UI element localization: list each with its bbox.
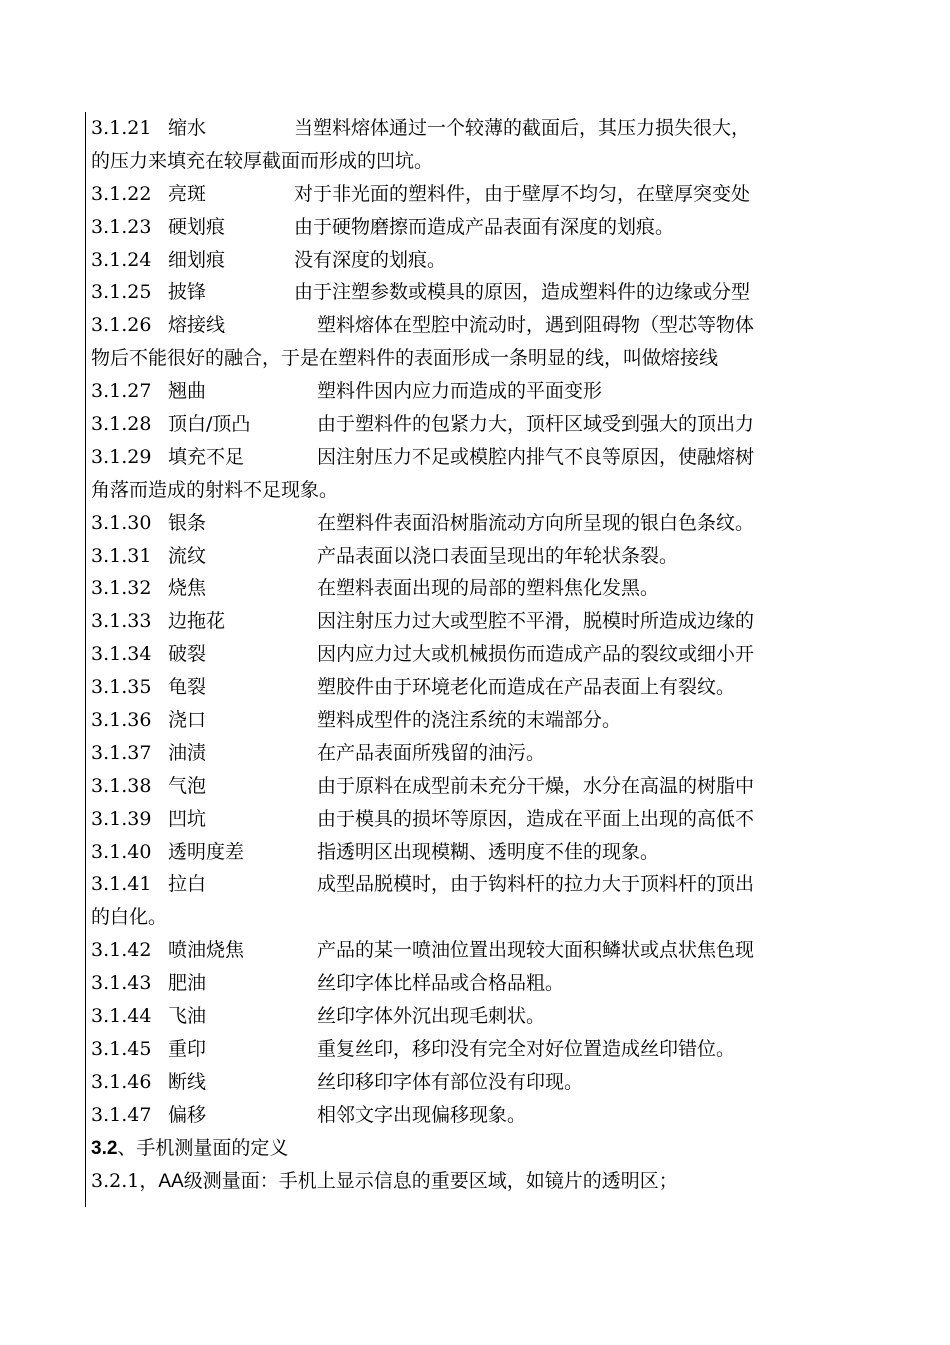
item-term: 破裂 xyxy=(168,643,207,666)
list-item xyxy=(91,309,851,342)
item-definition-continuation: 角落而造成的射料不足现象。 xyxy=(91,478,339,501)
item-code: 3.1.27 xyxy=(91,380,152,403)
item-definition: 在塑料件表面沿树脂流动方向所呈现的银白色条纹。 xyxy=(317,511,755,534)
list-item xyxy=(91,276,851,309)
item-term: 透明度差 xyxy=(168,840,245,863)
item-code: 3.1.24 xyxy=(91,248,152,271)
item-definition: 级测量面：手机上显示信息的重要区域，如镜片的透明区； xyxy=(183,1169,678,1192)
list-item xyxy=(91,375,851,408)
item-term: 偏移 xyxy=(168,1103,207,1126)
item-term: 断线 xyxy=(168,1070,207,1093)
item-code: 3.1.43 xyxy=(91,972,152,995)
list-item xyxy=(91,244,851,277)
item-definition: 由于原料在成型前未充分干燥，水分在高温的树脂中 xyxy=(317,774,755,797)
item-code: 3.1.26 xyxy=(91,314,152,337)
list-item xyxy=(91,572,851,605)
left-margin-rule xyxy=(85,112,86,1207)
list-item xyxy=(91,967,851,1000)
item-term: 气泡 xyxy=(168,774,207,797)
item-definition: 因内应力过大或机械损伤而造成产品的裂纹或细小开 xyxy=(317,643,755,666)
item-code: 3.1.23 xyxy=(91,215,152,238)
item-code: 3.1.39 xyxy=(91,807,152,830)
item-term: 流纹 xyxy=(168,544,207,567)
list-item xyxy=(91,605,851,638)
item-definition: 丝印移印字体有部位没有印现。 xyxy=(317,1070,584,1093)
list-item xyxy=(91,507,851,540)
list-item xyxy=(91,540,851,573)
item-definition: 塑胶件由于环境老化而造成在产品表面上有裂纹。 xyxy=(317,676,736,699)
item-code: 3.1.41 xyxy=(91,873,152,896)
item-code: 3.1.30 xyxy=(91,511,152,534)
list-item xyxy=(91,638,851,671)
item-code: 3.1.47 xyxy=(91,1103,152,1126)
item-definition: 由于模具的损坏等原因，造成在平面上出现的高低不 xyxy=(317,807,755,830)
list-item xyxy=(91,441,851,474)
item-term: 烧焦 xyxy=(168,577,207,600)
item-code: 3.1.29 xyxy=(91,445,152,468)
item-term: 硬划痕 xyxy=(168,215,226,238)
item-definition-continuation: 的白化。 xyxy=(91,906,168,929)
item-definition: 成型品脱模时，由于钩料杆的拉力大于顶料杆的顶出 xyxy=(317,873,755,896)
list-item xyxy=(91,1000,851,1033)
item-code: 3.1.37 xyxy=(91,741,152,764)
item-definition: 因注射压力过大或型腔不平滑，脱模时所造成边缘的 xyxy=(317,610,755,633)
item-code: 3.1.34 xyxy=(91,643,152,666)
item-term: 银条 xyxy=(168,511,207,534)
item-definition: 对于非光面的塑料件，由于壁厚不均匀，在壁厚突变处 xyxy=(294,182,751,205)
list-item xyxy=(91,704,851,737)
list-item xyxy=(91,112,851,145)
item-definition: 当塑料熔体通过一个较薄的截面后，其压力损失很大， xyxy=(294,117,751,139)
item-term: 熔接线 xyxy=(168,314,226,337)
item-definition: 相邻文字出现偏移现象。 xyxy=(317,1103,527,1126)
item-term: 顶白/顶凸 xyxy=(168,413,251,436)
list-item xyxy=(91,934,851,967)
item-definition-continuation: 的压力来填充在较厚截面而形成的凹坑。 xyxy=(91,149,434,172)
list-item xyxy=(91,671,851,704)
item-code: 3.1.31 xyxy=(91,544,152,567)
item-term: 浇口 xyxy=(168,709,207,732)
grade-label: AA xyxy=(158,1170,184,1192)
list-item xyxy=(91,803,851,836)
item-term: 龟裂 xyxy=(168,676,207,699)
item-definition: 在塑料表面出现的局部的塑料焦化发黑。 xyxy=(317,577,660,600)
item-term: 填充不足 xyxy=(168,445,245,468)
item-definition: 由于注塑参数或模具的原因，造成塑料件的边缘或分型 xyxy=(294,281,751,304)
section-number: 3.2 xyxy=(91,1137,118,1159)
list-item xyxy=(91,211,851,244)
item-code: 3.1.35 xyxy=(91,676,152,699)
item-term: 油渍 xyxy=(168,741,207,764)
item-term: 细划痕 xyxy=(168,248,226,271)
item-definition: 塑料成型件的浇注系统的末端部分。 xyxy=(317,709,622,732)
list-item xyxy=(91,408,851,441)
item-definition-continuation: 物后不能很好的融合，于是在塑料件的表面形成一条明显的线，叫做熔接线 xyxy=(91,347,719,370)
item-code: 3.1.28 xyxy=(91,413,152,436)
item-definition: 塑料熔体在型腔中流动时，遇到阻碍物（型芯等物体 xyxy=(317,314,755,337)
item-definition: 产品表面以浇口表面呈现出的年轮状条裂。 xyxy=(317,544,679,567)
item-term: 凹坑 xyxy=(168,807,207,830)
list-item xyxy=(91,1066,851,1099)
list-item-continuation xyxy=(91,342,851,375)
item-definition: 由于塑料件的包紧力大，顶杆区域受到强大的顶出力 xyxy=(317,413,755,436)
item-definition: 由于硬物磨擦而造成产品表面有深度的划痕。 xyxy=(294,215,675,238)
item-term: 重印 xyxy=(168,1037,207,1060)
list-item xyxy=(91,178,851,211)
definition-list xyxy=(91,112,851,1197)
list-item xyxy=(91,868,851,901)
item-term: 披锋 xyxy=(168,281,207,304)
item-code: 3.1.45 xyxy=(91,1037,152,1060)
item-code: 3.1.38 xyxy=(91,774,152,797)
item-term: 边拖花 xyxy=(168,610,226,633)
list-item xyxy=(91,1099,851,1132)
item-term: 翘曲 xyxy=(168,380,207,403)
item-term: 亮斑 xyxy=(168,182,207,205)
item-definition: 产品的某一喷油位置出现较大面积鳞状或点状焦色现 xyxy=(317,939,755,962)
item-definition: 塑料件因内应力而造成的平面变形 xyxy=(317,380,603,403)
item-code: 3.1.42 xyxy=(91,939,152,962)
section-title: 、手机测量面的定义 xyxy=(117,1136,289,1159)
item-term: 拉白 xyxy=(168,873,207,896)
list-item xyxy=(91,770,851,803)
item-definition: 没有深度的划痕。 xyxy=(294,248,447,271)
section-heading xyxy=(91,1132,851,1165)
item-code: 3.1.21 xyxy=(91,117,152,139)
item-definition: 丝印字体比样品或合格品粗。 xyxy=(317,972,565,995)
item-code: 3.1.32 xyxy=(91,577,152,600)
list-item xyxy=(91,836,851,869)
item-code: 3.2.1， xyxy=(91,1169,159,1192)
item-term: 缩水 xyxy=(168,117,207,139)
list-item-continuation xyxy=(91,474,851,507)
item-term: 飞油 xyxy=(168,1005,207,1028)
item-term: 肥油 xyxy=(168,972,207,995)
list-item-continuation xyxy=(91,145,851,178)
list-item xyxy=(91,1033,851,1066)
item-definition: 重复丝印，移印没有完全对好位置造成丝印错位。 xyxy=(317,1037,736,1060)
item-code: 3.1.46 xyxy=(91,1070,152,1093)
item-code: 3.1.22 xyxy=(91,182,152,205)
item-definition: 丝印字体外沉出现毛刺状。 xyxy=(317,1005,546,1028)
item-term: 喷油烧焦 xyxy=(168,939,245,962)
item-code: 3.1.33 xyxy=(91,610,152,633)
item-definition: 指透明区出现模糊、透明度不佳的现象。 xyxy=(317,840,660,863)
item-code: 3.1.36 xyxy=(91,709,152,732)
list-item-continuation xyxy=(91,901,851,934)
item-definition: 在产品表面所残留的油污。 xyxy=(317,741,546,764)
item-code: 3.1.44 xyxy=(91,1005,152,1028)
list-item xyxy=(91,737,851,770)
item-code: 3.1.25 xyxy=(91,281,152,304)
item-code: 3.1.40 xyxy=(91,840,152,863)
item-definition: 因注射压力不足或模腔内排气不良等原因，使融熔树 xyxy=(317,445,755,468)
list-item xyxy=(91,1165,851,1198)
